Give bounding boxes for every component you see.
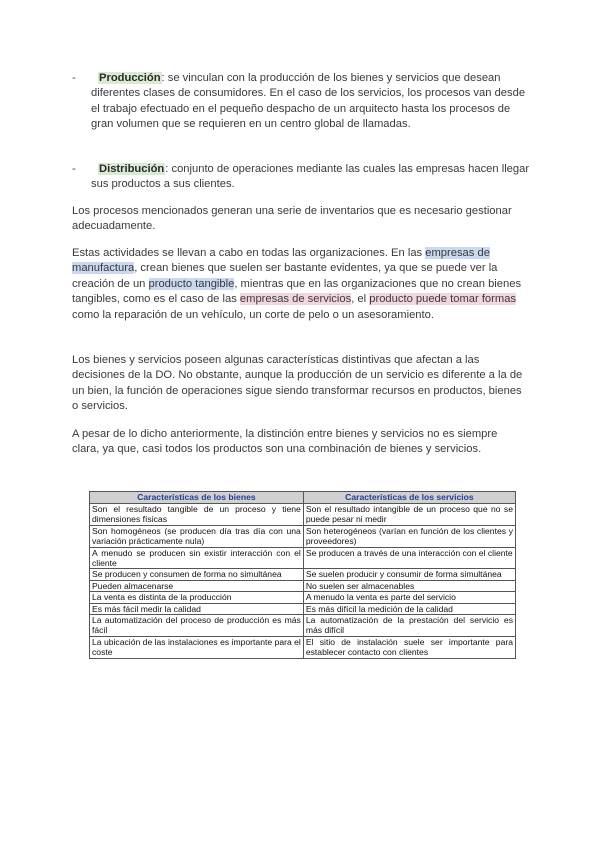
cell-servicios: Es más difícil la medición de la calidad [303, 603, 515, 614]
bullet-distribucion [72, 162, 532, 193]
highlight-producto-formas: producto puede tomar formas [369, 293, 517, 306]
paragraph-actividades [72, 246, 527, 323]
paragraph-distincion: A pesar de lo dicho anteriormente, la distinción entre bienes y servicios no es siempre clara, ya que, casi todos los productos son una combinación de bienes y servicios. [72, 428, 498, 456]
highlight-empresas-manufactura: empresas de manufactura [72, 247, 490, 275]
table-row [90, 592, 516, 603]
table-row [90, 603, 516, 614]
bullet-text [91, 162, 532, 193]
cell-bienes: La venta es distinta de la producción [90, 592, 304, 603]
table-row [90, 636, 516, 658]
cell-servicios: El sitio de instalación suele ser importante para establecer contacto con clientes [303, 636, 515, 658]
cell-servicios: Son heterogéneos (varían en función de los clientes y proveedores) [303, 525, 515, 547]
text-run: Estas actividades se llevan a cabo en todas las organizaciones. En las [72, 247, 426, 259]
cell-servicios: Son el resultado intangible de un proceso que no se puede pesar ni medir [303, 504, 515, 526]
cell-servicios: Se suelen producir y consumir de forma simultánea [303, 569, 515, 580]
text-run: como la reparación de un vehículo, un corte de pelo o un asesoramiento. [72, 308, 434, 321]
paragraph-bienes-servicios: Los bienes y servicios poseen algunas características distintivas que afectan a las decisiones de la DO. No obstante, aunque la producción de un servicio es diferente a la de un bien, la función de operaciones sigue siendo transformar recursos en productos, bienes o servicios. [72, 354, 523, 413]
bullet-term: Producción [99, 72, 161, 84]
text-run: , mientras que en las organizaciones que no crean bienes tangibles, como es el caso de las [72, 277, 522, 306]
header-servicios: Características de los servicios [303, 492, 515, 504]
paragraph-inventarios: Los procesos mencionados generan una serie de inventarios que es necesario gestionar adecuadamente. [72, 205, 512, 233]
bullet-description: : conjunto de operaciones mediante las cuales las empresas hacen llegar sus productos a sus clientes. [91, 163, 530, 191]
bullet-dash: - [72, 72, 76, 84]
highlight-producto-tangible: producto tangible [148, 277, 235, 290]
bullet-produccion [72, 71, 532, 133]
bullet-term: Distribución [99, 163, 165, 175]
cell-servicios: No suelen ser almacenables [303, 580, 515, 591]
table-row [90, 580, 516, 591]
cell-bienes: La automatización del proceso de producción es más fácil [90, 615, 304, 637]
cell-bienes: Son el resultado tangible de un proceso y tiene dimensiones físicas [90, 504, 304, 526]
cell-servicios: A menudo la venta es parte del servicio [303, 592, 515, 603]
cell-servicios: La automatización de la prestación del servicio es más difícil [303, 615, 515, 637]
table-row [90, 569, 516, 580]
cell-bienes: A menudo se producen sin existir interacción con el cliente [90, 547, 304, 569]
text-run: , el [351, 293, 370, 306]
bullet-text [91, 71, 532, 133]
header-bienes: Características de los bienes [90, 492, 304, 504]
cell-bienes: Es más fácil medir la calidad [90, 603, 304, 614]
bullet-description: : se vinculan con la producción de los bienes y servicios que desean diferentes clases de consumidores. En el caso de los servicios, los procesos van desde el trabajo efectuado en el pequeño despacho de un arquitecto hasta los procesos de gran volumen que se requieren en un centro global de llamadas. [91, 72, 526, 131]
table-row [90, 525, 516, 547]
cell-bienes: La ubicación de las instalaciones es importante para el coste [90, 636, 304, 658]
highlight-empresas-servicios: empresas de servicios [239, 293, 352, 306]
characteristics-table [89, 491, 516, 659]
cell-bienes: Son homogéneos (se producen día tras día con una variación prácticamente nula) [90, 525, 304, 547]
table-header-row [90, 492, 516, 504]
bullet-dash: - [72, 163, 76, 175]
table-row [90, 547, 516, 569]
cell-servicios: Se producen a través de una interacción con el cliente [303, 547, 515, 569]
table-row [90, 504, 516, 526]
cell-bienes: Se producen y consumen de forma no simultánea [90, 569, 304, 580]
table-row [90, 615, 516, 637]
cell-bienes: Pueden almacenarse [90, 580, 304, 591]
text-run: , crean bienes que suelen ser bastante evidentes, ya que se puede ver la creación de un [72, 262, 498, 290]
